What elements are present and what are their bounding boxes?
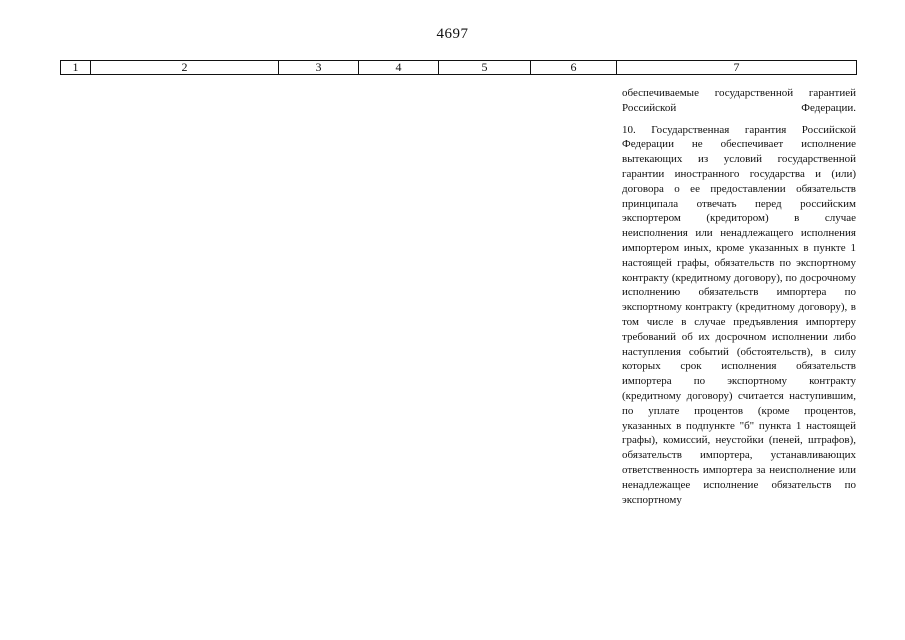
column-number-1: 1 [61,61,91,75]
column-header-row [60,60,857,75]
item-10-paragraph: 10. Государственная гарантия Российской Федерации не обеспечивает исполнение вытекающих из условий государственной гарантии иностранного государства и (или) договора о ее предоставлении обязательств принципала отвечать перед российским экспортером (кредитором) в случае неисполнения или ненадлежащего исполнения импортером иных, кроме указанных в пункте 1 настоящей графы, обязательств по экспортному контракту (кредитному договору), по досрочному исполнению обязательств импортера по экспортному контракту (кредитному договору), в том числе в случае предъявления импортеру требований об их досрочном исполнении либо наступления событий (обстоятельств), в силу которых срок исполнения обязательств импортера по экспортному контракту (кредитному договору) считается наступившим, по уплате процентов (кроме процентов, указанных в подпункте "б" пункта 1 настоящей графы), комиссий, неустойки (пеней, штрафов), обязательств импортера, устанавливающих ответственность импортера за неисполнение или ненадлежащее исполнение обязательств по экспортному [622,123,856,506]
page-number: 4697 [436,26,469,42]
column-number-4: 4 [359,61,439,75]
column-number-3: 3 [279,61,359,75]
column-number-6: 6 [531,61,617,75]
continued-paragraph: обеспечиваемые государственной гарантией Российской Федерации. [622,87,856,114]
column-number-5: 5 [439,61,531,75]
column-7-text [622,86,856,507]
column-number-2: 2 [91,61,279,75]
column-number-7: 7 [617,61,857,75]
